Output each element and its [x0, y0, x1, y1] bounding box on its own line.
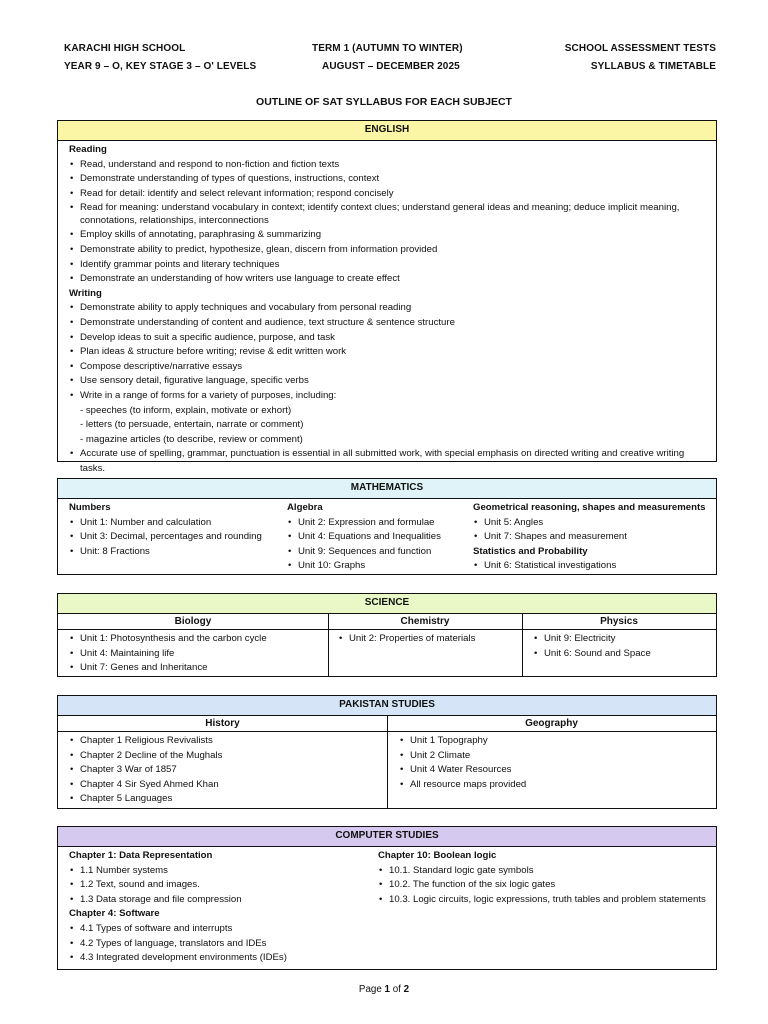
- list-item: • Unit 10: Graphs: [287, 559, 467, 574]
- list-item: • Write in a range of forms for a variety of purposes, including:: [69, 389, 706, 404]
- geography-header: Geography: [525, 718, 578, 729]
- list-item: • Unit 6: Sound and Space: [533, 647, 713, 662]
- science-heading: SCIENCE: [58, 594, 716, 614]
- computer-left-column: [69, 849, 369, 966]
- header-line-1: [64, 43, 716, 61]
- chemistry-header: Chemistry: [400, 616, 450, 627]
- list-item: • Chapter 2 Decline of the Mughals: [69, 749, 379, 764]
- term-name: TERM 1 (AUTUMN TO WINTER): [312, 43, 463, 54]
- pakistan-body: [58, 732, 716, 808]
- list-item: • Unit 4: Equations and Inequalities: [287, 530, 467, 545]
- english-section: [57, 120, 717, 474]
- list-item: • 4.1 Types of software and interrupts: [69, 922, 369, 937]
- list-item: • Chapter 4 Sir Syed Ahmed Khan: [69, 778, 379, 793]
- science-body: [58, 630, 716, 676]
- of-word: of: [392, 984, 401, 995]
- syllabus-label: SYLLABUS & TIMETABLE: [590, 61, 716, 72]
- pakistan-studies-heading: PAKISTAN STUDIES: [58, 696, 716, 716]
- school-name: KARACHI HIGH SCHOOL: [64, 43, 186, 54]
- computer-right-column: [378, 849, 713, 907]
- list-item: • Identify grammar points and literary techniques: [69, 258, 706, 273]
- list-item: • Chapter 1 Religious Revivalists: [69, 734, 379, 749]
- page-word: Page: [358, 984, 382, 995]
- column-divider: [328, 630, 329, 676]
- mathematics-heading: MATHEMATICS: [58, 479, 716, 499]
- list-item: • Unit: 8 Fractions: [69, 545, 279, 560]
- list-item: • Unit 5: Angles: [473, 516, 713, 531]
- page-title: OUTLINE OF SAT SYLLABUS FOR EACH SUBJECT: [256, 96, 512, 108]
- header-line-2: [64, 61, 716, 79]
- list-item: • Use sensory detail, figurative language, specific verbs: [69, 374, 706, 389]
- list-item: • 4.2 Types of language, translators and IDEs: [69, 937, 369, 952]
- list-item: • Unit 1: Photosynthesis and the carbon cycle: [69, 632, 324, 647]
- list-item: • Demonstrate ability to predict, hypothesize, glean, discern from information provided: [69, 243, 706, 258]
- computer-studies-heading: COMPUTER STUDIES: [58, 827, 716, 847]
- mathematics-body: [58, 499, 716, 573]
- document-header: [64, 40, 716, 80]
- form-item: - letters (to persuade, entertain, narrate or comment): [80, 419, 304, 431]
- pakistan-studies-section: [57, 695, 717, 809]
- list-item: • 1.3 Data storage and file compression: [69, 893, 369, 908]
- algebra-column: [287, 501, 467, 574]
- total-pages: 2: [403, 984, 410, 995]
- list-item: • 10.2. The function of the six logic gates: [378, 878, 713, 893]
- list-item: • Demonstrate understanding of types of questions, instructions, context: [69, 172, 706, 187]
- physics-header: Physics: [600, 616, 638, 627]
- algebra-label: Algebra: [287, 502, 323, 513]
- list-item: • Unit 4 Water Resources: [399, 763, 709, 778]
- list-item: • Develop ideas to suit a specific audience, purpose, and task: [69, 331, 706, 346]
- column-divider: [387, 732, 388, 808]
- list-item: • Read for meaning: understand vocabulary in context; identify context clues; understand general ideas and meaning; deduce implicit meaning, connotations, relationships, interconnections: [69, 201, 706, 228]
- numbers-column: [69, 501, 279, 559]
- list-item: • Unit 6: Statistical investigations: [473, 559, 713, 574]
- chapter-1-label: Chapter 1: Data Representation: [69, 850, 213, 861]
- list-item: • 4.3 Integrated development environments (IDEs): [69, 951, 369, 966]
- form-item: - speeches (to inform, explain, motivate or exhort): [80, 404, 292, 416]
- column-divider: [328, 614, 329, 629]
- term-dates: AUGUST – DECEMBER 2025: [322, 61, 460, 72]
- list-item: • Demonstrate ability to apply techniques and vocabulary from personal reading: [69, 301, 706, 316]
- list-item: • Compose descriptive/narrative essays: [69, 360, 706, 375]
- final-note-list: [69, 447, 706, 476]
- list-item: • Unit 2: Properties of materials: [338, 632, 518, 647]
- list-item: • Plan ideas & structure before writing; revise & edit written work: [69, 345, 706, 360]
- english-heading: ENGLISH: [58, 121, 716, 141]
- list-item: • 10.1. Standard logic gate symbols: [378, 864, 713, 879]
- list-item: • Employ skills of annotating, paraphrasing & summarizing: [69, 228, 706, 243]
- biology-column: [69, 632, 324, 676]
- list-item: • Chapter 3 War of 1857: [69, 763, 379, 778]
- computer-studies-section: [57, 826, 717, 970]
- geometry-column: [473, 501, 713, 574]
- page-number: [0, 984, 768, 995]
- list-item: • All resource maps provided: [399, 778, 709, 793]
- list-item: • Unit 2: Expression and formulae: [287, 516, 467, 531]
- list-item: • 10.3. Logic circuits, logic expressions, truth tables and problem statements: [378, 893, 713, 908]
- numbers-label: Numbers: [69, 502, 111, 513]
- list-item: • Accurate use of spelling, grammar, punctuation is essential in all submitted work, with special emphasis on directed writing and creative writing tasks.: [69, 447, 706, 476]
- english-body: [58, 141, 716, 476]
- list-item: • 1.2 Text, sound and images.: [69, 878, 369, 893]
- history-header: History: [205, 718, 240, 729]
- computer-studies-body: [58, 847, 716, 967]
- list-item: • Chapter 5 Languages: [69, 792, 379, 807]
- geometry-label: Geometrical reasoning, shapes and measurements: [473, 502, 706, 513]
- geography-column: [399, 734, 709, 792]
- mathematics-section: [57, 478, 717, 575]
- column-divider: [387, 716, 388, 731]
- science-section: [57, 593, 717, 677]
- chapter-10-label: Chapter 10: Boolean logic: [378, 850, 497, 861]
- list-item: • Unit 1 Topography: [399, 734, 709, 749]
- list-item: • Unit 2 Climate: [399, 749, 709, 764]
- chapter-4-label: Chapter 4: Software: [69, 908, 160, 920]
- science-column-headers: [58, 614, 716, 630]
- assessment-name: SCHOOL ASSESSMENT TESTS: [564, 43, 716, 54]
- list-item: • 1.1 Number systems: [69, 864, 369, 879]
- column-divider: [522, 630, 523, 676]
- list-item: • Unit 7: Genes and Inheritance: [69, 661, 324, 676]
- writing-list: [69, 301, 706, 403]
- year-level: YEAR 9 – O, KEY STAGE 3 – O' LEVELS: [64, 61, 257, 72]
- list-item: • Demonstrate an understanding of how writers use language to create effect: [69, 272, 706, 287]
- list-item: • Read, understand and respond to non-fiction and fiction texts: [69, 158, 706, 173]
- list-item: • Unit 9: Sequences and function: [287, 545, 467, 560]
- reading-label: Reading: [69, 144, 107, 155]
- list-item: • Unit 7: Shapes and measurement: [473, 530, 713, 545]
- writing-label: Writing: [69, 287, 102, 299]
- chemistry-column: [338, 632, 518, 647]
- list-item: • Unit 4: Maintaining life: [69, 647, 324, 662]
- list-item: • Read for detail: identify and select relevant information; respond concisely: [69, 187, 706, 202]
- reading-list: [69, 158, 706, 287]
- physics-column: [533, 632, 713, 661]
- list-item: • Unit 9: Electricity: [533, 632, 713, 647]
- form-item: - magazine articles (to describe, review or comment): [80, 433, 303, 445]
- history-column: [69, 734, 379, 807]
- list-item: • Unit 1: Number and calculation: [69, 516, 279, 531]
- statistics-label: Statistics and Probability: [473, 545, 588, 557]
- column-divider: [522, 614, 523, 629]
- list-item: • Unit 3: Decimal, percentages and rounding: [69, 530, 279, 545]
- list-item: • Demonstrate understanding of content and audience, text structure & sentence structure: [69, 316, 706, 331]
- current-page: 1: [384, 984, 390, 995]
- pakistan-column-headers: [58, 716, 716, 732]
- biology-header: Biology: [174, 616, 212, 627]
